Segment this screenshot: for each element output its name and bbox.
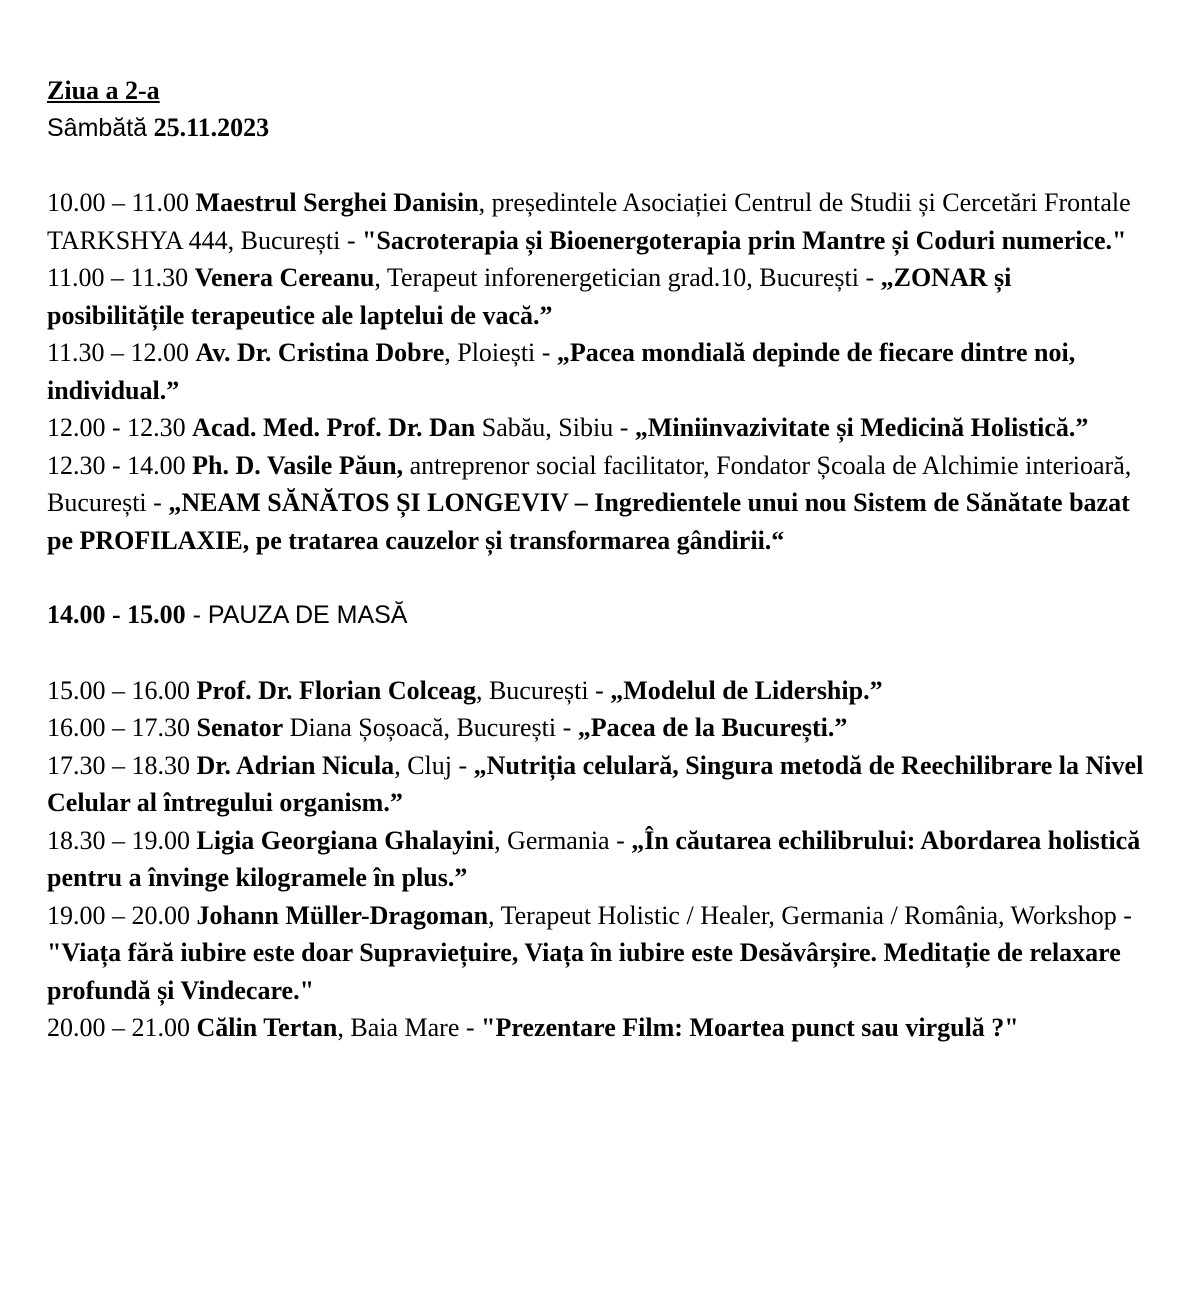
entry-speaker: Acad. Med. Prof. Dr. Dan	[192, 413, 476, 442]
entry-details: , București -	[475, 675, 611, 705]
entry-title: „NEAM SĂNĂTOS ȘI LONGEVIV – Ingredientele unui nou Sistem de Sănătate bazat pe PROFILAXIE, pe tratarea cauzelor și transformarea gândirii.“	[47, 488, 1130, 555]
weekday: Sâmbătă	[47, 114, 148, 142]
entry-title: „Nutriția celulară, Singura metodă de Reechilibrare la Nivel Celular al întregului organism.”	[47, 750, 1144, 817]
entry-title: „Modelul de Lidership.”	[610, 675, 883, 705]
entry-time: 15.00 – 16.00	[47, 675, 190, 705]
entry-title: "Prezentare Film: Moartea punct sau virgulă ?"	[481, 1013, 1019, 1042]
entry-speaker: Venera Cereanu	[194, 263, 375, 292]
program-page	[47, 72, 1147, 1047]
entry-speaker: Ph. D. Vasile Păun,	[192, 450, 404, 480]
schedule-entry	[47, 447, 1147, 560]
entry-time: 19.00 – 20.00	[47, 900, 190, 930]
schedule-entry	[47, 897, 1147, 1010]
entry-time: 10.00 – 11.00	[47, 188, 190, 217]
schedule-entry	[47, 184, 1147, 259]
afternoon-schedule	[47, 672, 1147, 1047]
entry-details: , Baia Mare -	[337, 1013, 482, 1042]
date: 25.11.2023	[153, 113, 270, 142]
entry-speaker: Senator	[196, 713, 284, 742]
entry-details: Sabău, Sibiu -	[475, 413, 635, 442]
entry-details: Diana Șoșoacă, București -	[283, 713, 578, 742]
entry-details: , Terapeut inforenergetician grad.10, București -	[374, 263, 881, 292]
date-line	[47, 109, 1147, 147]
entry-speaker: Prof. Dr. Florian Colceag	[196, 675, 476, 705]
entry-speaker: Călin Tertan	[196, 1013, 338, 1042]
entry-details: , președintele Asociației Centrul de Studii și Cercetări Frontale TARKSHYA 444, București -	[47, 188, 1131, 255]
schedule-entry	[47, 334, 1147, 409]
break-label: - PAUZA DE MASĂ	[185, 601, 408, 629]
schedule-entry	[47, 822, 1147, 897]
entry-title: „Miniinvazivitate și Medicină Holistică.”	[634, 413, 1089, 442]
entry-time: 20.00 – 21.00	[47, 1013, 190, 1042]
entry-time: 16.00 – 17.30	[47, 713, 190, 742]
entry-details: , Terapeut Holistic / Healer, Germania / România, Workshop -	[488, 900, 1132, 930]
entry-title: "Viața fără iubire este doar Supraviețuire, Viața în iubire este Desăvârșire. Meditație de relaxare profundă și Vindecare."	[47, 938, 1121, 1005]
entry-time: 11.00 – 11.30	[47, 263, 189, 292]
entry-details: , Cluj -	[394, 750, 474, 780]
entry-time: 18.30 – 19.00	[47, 825, 190, 855]
schedule-entry	[47, 672, 1147, 710]
entry-title: „În căutarea echilibrului: Abordarea holistică pentru a învinge kilogramele în plus.”	[47, 825, 1141, 892]
entry-title: „Pacea mondială depinde de fiecare dintre noi, individual.”	[47, 338, 1076, 405]
schedule-entry	[47, 409, 1147, 447]
entry-speaker: Ligia Georgiana Ghalayini	[196, 825, 495, 855]
entry-title: "Sacroterapia și Bioenergoterapia prin Mantre și Coduri numerice."	[361, 225, 1127, 255]
schedule-entry	[47, 747, 1147, 822]
entry-time: 12.00 - 12.30	[47, 413, 186, 442]
morning-schedule	[47, 184, 1147, 559]
schedule-entry	[47, 259, 1147, 334]
entry-speaker: Dr. Adrian Nicula	[196, 750, 395, 780]
entry-speaker: Maestrul Serghei Danisin	[195, 188, 479, 217]
lunch-break	[47, 596, 1147, 635]
schedule-entry	[47, 709, 1147, 747]
entry-time: 11.30 – 12.00	[47, 338, 190, 367]
entry-details: , Ploiești -	[444, 338, 557, 367]
break-time: 14.00 - 15.00	[47, 600, 186, 629]
entry-details: antreprenor social facilitator, Fondator Școala de Alchimie interioară, București -	[47, 450, 1132, 517]
entry-speaker: Av. Dr. Cristina Dobre	[195, 338, 445, 367]
day-title: Ziua a 2-a	[47, 76, 160, 105]
entry-time: 12.30 - 14.00	[47, 450, 186, 480]
entry-title: „Pacea de la București.”	[577, 713, 848, 742]
schedule-entry	[47, 1009, 1147, 1047]
entry-details: , Germania -	[494, 825, 632, 855]
entry-speaker: Johann Müller-Dragoman	[196, 900, 489, 930]
entry-title: „ZONAR și posibilitățile terapeutice ale laptelui de vacă.”	[47, 263, 1012, 330]
entry-time: 17.30 – 18.30	[47, 750, 190, 780]
